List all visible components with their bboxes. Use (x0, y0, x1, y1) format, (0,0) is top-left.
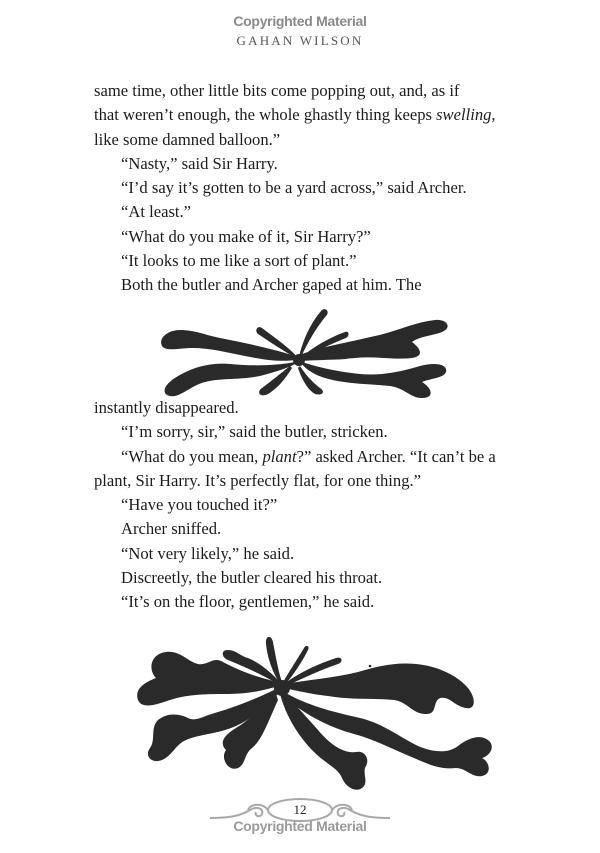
text-span: ?” asked Archer. “It can’t be a (296, 446, 496, 466)
text-line (94, 103, 514, 127)
italic-word: plant (262, 446, 297, 466)
text-span: “What do you mean, (121, 446, 263, 466)
running-head-author: GAHAN WILSON (236, 33, 364, 48)
text-line: same time, other little bits come popping out, and, as if (94, 81, 460, 100)
text-block-lower (94, 396, 514, 615)
text-line: Discreetly, the butler cleared his throat. (121, 568, 383, 588)
text-line: “It looks to me like a sort of plant.” (121, 251, 357, 271)
text-block-upper (94, 79, 514, 298)
italic-word: swelling, (436, 105, 496, 125)
text-line: like some damned balloon.” (94, 129, 281, 149)
text-line: Both the butler and Archer gaped at him. The (121, 275, 422, 295)
small-plant-creature-illustration (150, 308, 460, 402)
large-plant-creature-illustration (128, 622, 506, 800)
text-line: “I’d say it’s gotten to be a yard across,” said Archer. (121, 178, 467, 198)
text-line: “Not very likely,” he said. (121, 543, 295, 563)
text-span: that weren’t enough, the whole ghastly thing keeps (94, 105, 437, 125)
text-line: “Have you touched it?” (121, 495, 278, 515)
text-line: “At least.” (121, 202, 192, 222)
copyright-watermark-top: Copyrighted Material (233, 13, 367, 29)
text-line: instantly disappeared. (94, 398, 239, 417)
text-line: “I’m sorry, sir,” said the butler, stricken. (121, 422, 388, 442)
text-line: “It’s on the floor, gentlemen,” he said. (121, 592, 375, 612)
text-line: plant, Sir Harry. It’s perfectly flat, for one thing.” (94, 470, 422, 490)
text-line: Archer sniffed. (121, 519, 222, 539)
text-line (94, 445, 514, 469)
page-number: 12 (293, 802, 307, 817)
copyright-watermark-bottom: Copyrighted Material (233, 818, 367, 834)
text-line: “Nasty,” said Sir Harry. (121, 153, 278, 173)
text-line: “What do you make of it, Sir Harry?” (121, 226, 371, 246)
